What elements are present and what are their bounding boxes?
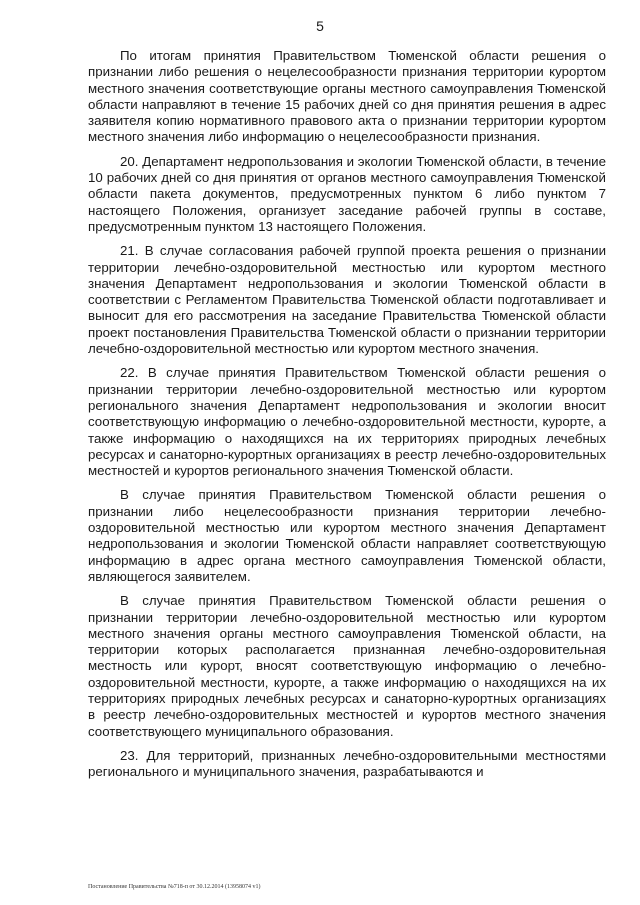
paragraph-local-notification: В случае принятия Правительством Тюменской области решения о признании либо нецелесообразности признания территории лечебно-оздоровительной местностью или курортом местного значения Департамент недропользования и экологии Тюменской области направляет соответствующую информацию в адрес органа местного самоуправления Тюменской области, являющегося заявителем. — [88, 487, 606, 584]
paragraph-item-22: 22. В случае принятия Правительством Тюменской области решения о признании территории лечебно-оздоровительной местностью или курортом регионального значения Департамент недропользования и экологии вносит соответствующую информацию о лечебно-оздоровительной местности, курорте, а также информацию о находящихся на их территориях природных лечебных ресурсах и санаторно-курортных организациях в реестр лечебно-оздоровительных местностей и курортов регионального значения Тюменской области. — [88, 365, 606, 479]
paragraph-local-registry: В случае принятия Правительством Тюменской области решения о признании территории лечебно-оздоровительной местностью или курортом местного значения органы местного самоуправления Тюменской области, на территории которых располагается признанная лечебно-оздоровительная местность или курорт, вносят соответствующую информацию о лечебно-оздоровительной местности, курорте, а также информацию о находящихся на их территориях природных лечебных ресурсах и санаторно-курортных организациях в реестр лечебно-оздоровительных местностей и курортов местного значения соответствующего муниципального образования. — [88, 593, 606, 739]
paragraph-item-23: 23. Для территорий, признанных лечебно-оздоровительными местностями регионального и муниципального значения, разрабатываются и — [88, 747, 606, 780]
document-footer: Постановление Правительства №718-п от 30.12.2014 (13958074 v1) — [88, 884, 261, 890]
paragraph-results-of-decision: По итогам принятия Правительством Тюменской области решения о признании либо решения о нецелесообразности признания территории курортом местного значения соответствующие органы местного самоуправления Тюменской области направляют в течение 15 рабочих дней со дня принятия решения в адрес заявителя копию нормативного правового акта о признании территории курортом местного значения либо информацию о нецелесообразности признания. — [88, 48, 606, 145]
paragraph-item-20: 20. Департамент недропользования и экологии Тюменской области, в течение 10 рабочих дней со дня принятия от органов местного самоуправления Тюменской области пакета документов, предусмотренных пунктом 6 либо пунктом 7 настоящего Положения, организует заседание рабочей группы в составе, предусмотренным пунктом 13 настоящего Положения. — [88, 153, 606, 234]
page-number: 5 — [316, 18, 324, 34]
document-body — [88, 48, 606, 788]
paragraph-item-21: 21. В случае согласования рабочей группой проекта решения о признании территории лечебно-оздоровительной местностью или курортом местного значения Департамент недропользования и экологии Тюменской области в соответствии с Регламентом Правительства Тюменской области подготавливает и выносит для его рассмотрения на заседание Правительства Тюменской области проект постановления Правительства Тюменской области о признании территории лечебно-оздоровительной местностью или курортом местного значения. — [88, 243, 606, 357]
